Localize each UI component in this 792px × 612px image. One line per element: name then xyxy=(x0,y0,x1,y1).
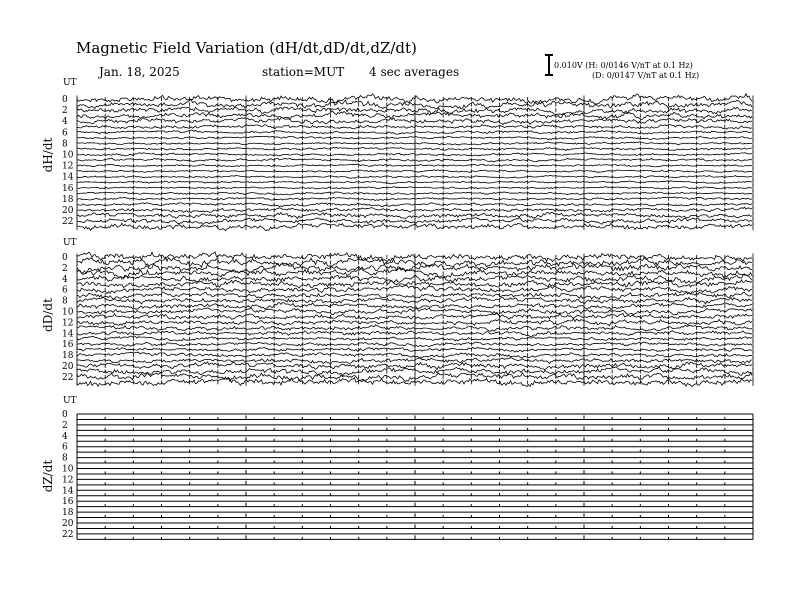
ut-axis-label: UT xyxy=(63,238,77,248)
hour-tick-label: 2 xyxy=(62,263,68,274)
panel-ylabel: dD/dt xyxy=(41,298,55,332)
hour-tick-label: 22 xyxy=(62,217,74,228)
hour-tick-label: 14 xyxy=(62,329,74,340)
hour-tick-label: 10 xyxy=(62,150,74,161)
series-line xyxy=(77,142,752,145)
hour-tick-label: 20 xyxy=(62,362,74,372)
hour-tick-label: 8 xyxy=(62,139,68,150)
averaging-label: 4 sec averages xyxy=(369,65,460,79)
series-line xyxy=(77,352,752,358)
series-line xyxy=(77,212,752,218)
series-line xyxy=(77,187,752,189)
hour-tick-label: 22 xyxy=(62,529,74,540)
series-line xyxy=(77,313,752,319)
series-line xyxy=(77,170,752,173)
series-line xyxy=(77,117,752,124)
hour-tick-label: 10 xyxy=(62,307,74,318)
hour-tick-label: 2 xyxy=(62,106,68,117)
series-line xyxy=(77,297,752,304)
panel-ylabel: dZ/dt xyxy=(41,459,55,493)
series-line xyxy=(77,372,752,381)
hour-tick-label: 12 xyxy=(62,318,74,329)
series-line xyxy=(77,331,752,337)
hour-tick-label: 6 xyxy=(62,128,68,139)
series-line xyxy=(77,358,752,364)
series-line xyxy=(77,203,752,207)
hour-tick-label: 10 xyxy=(62,464,74,475)
hour-tick-label: 18 xyxy=(62,351,74,362)
series-line xyxy=(77,342,752,347)
series-line xyxy=(77,130,752,134)
hour-tick-label: 12 xyxy=(62,475,74,486)
series-line xyxy=(77,147,752,150)
scale-value: 0.010V xyxy=(554,61,583,70)
hour-tick-label: 20 xyxy=(62,206,74,216)
series-line xyxy=(77,94,752,104)
series-line xyxy=(77,319,752,326)
series-line xyxy=(77,181,752,184)
hour-tick-label: 8 xyxy=(62,296,68,307)
series-line xyxy=(77,292,752,299)
series-line xyxy=(77,303,752,310)
series-line xyxy=(77,192,752,195)
series-line xyxy=(77,175,752,178)
series-line xyxy=(77,280,752,288)
hour-tick-label: 16 xyxy=(62,183,74,194)
hour-tick-label: 6 xyxy=(62,285,68,296)
hour-tick-label: 0 xyxy=(62,253,68,263)
scale-d-note: (D: 0/0147 V/nT at 0.1 Hz) xyxy=(592,71,700,80)
hour-tick-label: 12 xyxy=(62,161,74,172)
hour-tick-label: 6 xyxy=(62,442,68,453)
ut-axis-label: UT xyxy=(63,396,77,406)
series-line xyxy=(77,325,752,331)
scale-h-note: (H: 0/0146 V/nT at 0.1 Hz) xyxy=(585,61,693,70)
panel-ylabel: dH/dt xyxy=(41,137,55,173)
series-line xyxy=(77,377,752,386)
hour-tick-label: 22 xyxy=(62,372,74,383)
hour-tick-label: 4 xyxy=(62,117,68,128)
hour-tick-label: 18 xyxy=(62,194,74,205)
series-line xyxy=(77,136,752,139)
series-line xyxy=(77,223,752,231)
chart-title: Magnetic Field Variation (dH/dt,dD/dt,dZ/dt) xyxy=(76,39,417,57)
date-label: Jan. 18, 2025 xyxy=(99,65,180,79)
hour-tick-label: 0 xyxy=(62,410,68,420)
series-line xyxy=(77,124,752,129)
series-line xyxy=(77,197,752,200)
hour-tick-label: 16 xyxy=(62,497,74,508)
hour-tick-label: 20 xyxy=(62,519,74,529)
series-line xyxy=(77,286,752,295)
series-line xyxy=(77,153,752,156)
series-line xyxy=(77,217,752,224)
series-line xyxy=(77,207,752,213)
hour-tick-label: 2 xyxy=(62,420,68,431)
series-line xyxy=(77,336,752,341)
series-line xyxy=(77,268,752,279)
hour-tick-label: 14 xyxy=(62,486,74,497)
series-line xyxy=(77,164,752,167)
series-line xyxy=(77,257,752,267)
series-line xyxy=(77,347,752,352)
series-line xyxy=(77,367,752,376)
hour-tick-label: 18 xyxy=(62,508,74,519)
series-line xyxy=(77,158,752,162)
series-line xyxy=(77,111,752,120)
hour-tick-label: 0 xyxy=(62,95,68,105)
hour-tick-label: 4 xyxy=(62,431,68,442)
hour-tick-label: 14 xyxy=(62,172,74,183)
series-line xyxy=(77,308,752,315)
series-line xyxy=(77,99,752,108)
hour-tick-label: 8 xyxy=(62,453,68,464)
hour-tick-label: 4 xyxy=(62,274,68,285)
station-label: station=MUT xyxy=(262,65,345,79)
ut-axis-label: UT xyxy=(63,78,77,88)
series-line xyxy=(77,252,752,262)
hour-tick-label: 16 xyxy=(62,340,74,351)
